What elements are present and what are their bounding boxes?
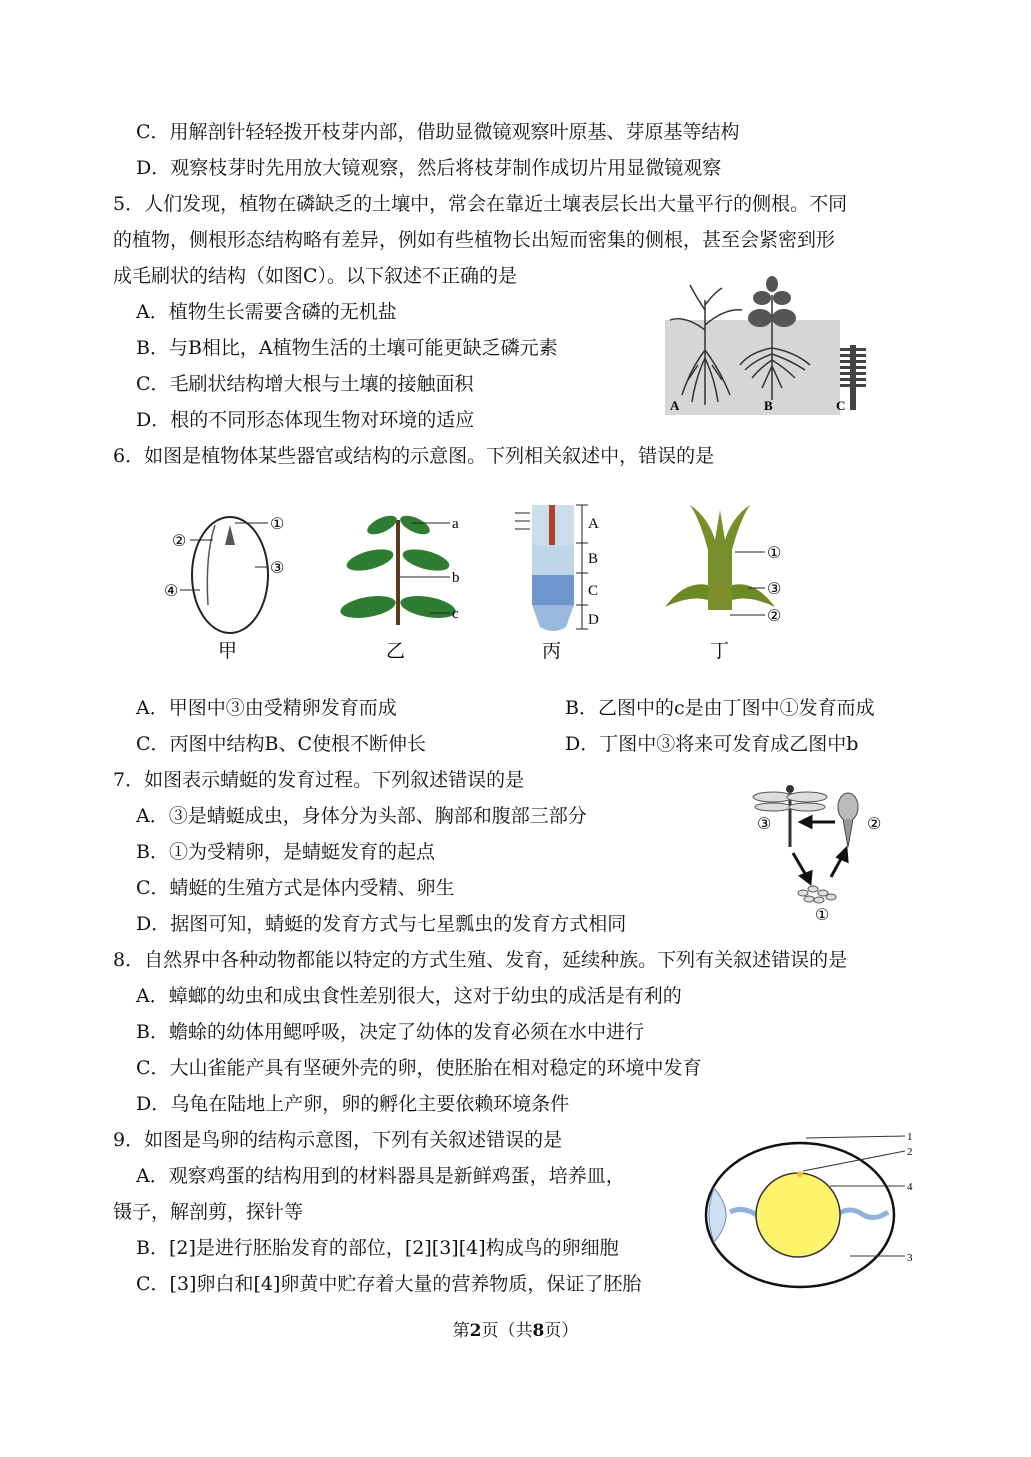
q7-option-c: C．蜻蜓的生殖方式是体内受精、卵生 — [136, 877, 455, 899]
q9-option-a-line-2: 镊子，解剖剪，探针等 — [113, 1201, 304, 1223]
footer-suffix: 页） — [544, 1321, 579, 1341]
page-footer — [0, 1316, 1031, 1341]
plant-organs-figure — [160, 495, 810, 667]
fig5-label-b: B — [764, 398, 773, 413]
question-9: 9．如图是鸟卵的结构示意图，下列有关叙述错误的是 — [113, 1129, 563, 1151]
lifecycle-label-2: ② — [867, 814, 882, 833]
q7-option-a: A．③是蜻蜓成虫，身体分为头部、胸部和腹部三部分 — [136, 805, 587, 827]
question-6: 6．如图是植物体某些器官或结构的示意图。下列相关叙述中，错误的是 — [113, 445, 715, 467]
q9-option-a-line-1: A．观察鸡蛋的结构用到的材料器具是新鲜鸡蛋，培养皿， — [136, 1165, 625, 1187]
caption-ding: 丁 — [710, 640, 730, 662]
root-label-c: C — [588, 583, 599, 599]
question-7: 7．如图表示蜻蜓的发育过程。下列叙述错误的是 — [113, 769, 525, 791]
q5-option-a: A．植物生长需要含磷的无机盐 — [136, 301, 397, 323]
q5-option-b: B．与B相比，A植物生活的土壤可能更缺乏磷元素 — [136, 337, 558, 359]
q9-option-b: B．[2]是进行胚胎发育的部位，[2][3][4]构成鸟的卵细胞 — [136, 1237, 619, 1259]
q8-option-d: D．乌龟在陆地上产卵，卵的孵化主要依赖环境条件 — [136, 1093, 570, 1115]
q6-option-b: B．乙图中的c是由丁图中①发育而成 — [565, 697, 875, 719]
shoot-label-a: a — [452, 516, 459, 532]
bird-egg-figure — [700, 1128, 920, 1298]
caption-jia: 甲 — [218, 640, 238, 662]
fig5-label-a: A — [670, 398, 680, 413]
seed-label-4: ④ — [164, 581, 179, 600]
seed-label-3: ③ — [270, 558, 285, 577]
egg-label-3: 3 — [907, 1252, 913, 1264]
q6-option-c: C．丙图中结构B、C使根不断伸长 — [136, 733, 427, 755]
footer-prefix: 第 — [452, 1321, 470, 1341]
lifecycle-label-1: ① — [815, 905, 830, 924]
q9-option-c: C．[3]卵白和[4]卵黄中贮存着大量的营养物质，保证了胚胎 — [136, 1273, 642, 1295]
question-5-line-3: 成毛刷状的结构（如图C）。以下叙述不正确的是 — [113, 265, 518, 287]
root-label-a: A — [588, 516, 599, 532]
root-label-d: D — [588, 612, 599, 628]
q5-option-c: C．毛刷状结构增大根与土壤的接触面积 — [136, 373, 474, 395]
fig5-label-c: C — [836, 398, 846, 413]
question-5-line-2: 的植物，侧根形态结构略有差异，例如有些植物长出短而密集的侧根，甚至会紧密到形 — [113, 229, 836, 251]
seed-label-1: ① — [270, 514, 285, 533]
q4-option-d: D．观察枝芽时先用放大镜观察，然后将枝芽制作成切片用显微镜观察 — [136, 157, 722, 179]
q8-option-b: B．蟾蜍的幼体用鳃呼吸，决定了幼体的发育必须在水中进行 — [136, 1021, 644, 1043]
q4-option-c: C．用解剖针轻轻拨开枝芽内部，借助显微镜观察叶原基、芽原基等结构 — [136, 121, 740, 143]
egg-label-1: 1 — [907, 1131, 913, 1143]
q7-option-d: D．据图可知，蜻蜓的发育方式与七星瓢虫的发育方式相同 — [136, 913, 627, 935]
footer-mid: 页（共 — [481, 1321, 533, 1341]
q8-option-a: A．蟑螂的幼虫和成虫食性差别很大，这对于幼虫的成活是有利的 — [136, 985, 682, 1007]
footer-page-number: 2 — [469, 1321, 482, 1341]
root-label-b: B — [588, 551, 599, 567]
root-morphology-figure — [660, 270, 882, 418]
dragonfly-lifecycle-figure — [745, 775, 895, 925]
q7-option-b: B．①为受精卵，是蜻蜓发育的起点 — [136, 841, 435, 863]
bud-label-3: ③ — [767, 579, 782, 598]
bud-label-2: ② — [767, 606, 782, 625]
seed-label-2: ② — [172, 531, 187, 550]
shoot-label-b: b — [452, 570, 460, 586]
shoot-label-c: c — [452, 606, 459, 622]
question-5-line-1: 5．人们发现，植物在磷缺乏的土壤中，常会在靠近土壤表层长出大量平行的侧根。不同 — [113, 193, 848, 215]
caption-yi: 乙 — [386, 640, 406, 662]
egg-label-2: 2 — [907, 1146, 913, 1158]
caption-bing: 丙 — [542, 640, 562, 662]
lifecycle-label-3: ③ — [757, 814, 772, 833]
egg-label-4: 4 — [907, 1181, 913, 1193]
q8-option-c: C．大山雀能产具有坚硬外壳的卵，使胚胎在相对稳定的环境中发育 — [136, 1057, 702, 1079]
footer-total-pages: 8 — [532, 1321, 545, 1341]
q6-option-d: D．丁图中③将来可发育成乙图中b — [565, 733, 859, 755]
question-8: 8．自然界中各种动物都能以特定的方式生殖、发育，延续种族。下列有关叙述错误的是 — [113, 949, 848, 971]
q5-option-d: D．根的不同形态体现生物对环境的适应 — [136, 409, 475, 431]
q6-option-a: A．甲图中③由受精卵发育而成 — [136, 697, 397, 719]
bud-label-1: ① — [767, 543, 782, 562]
